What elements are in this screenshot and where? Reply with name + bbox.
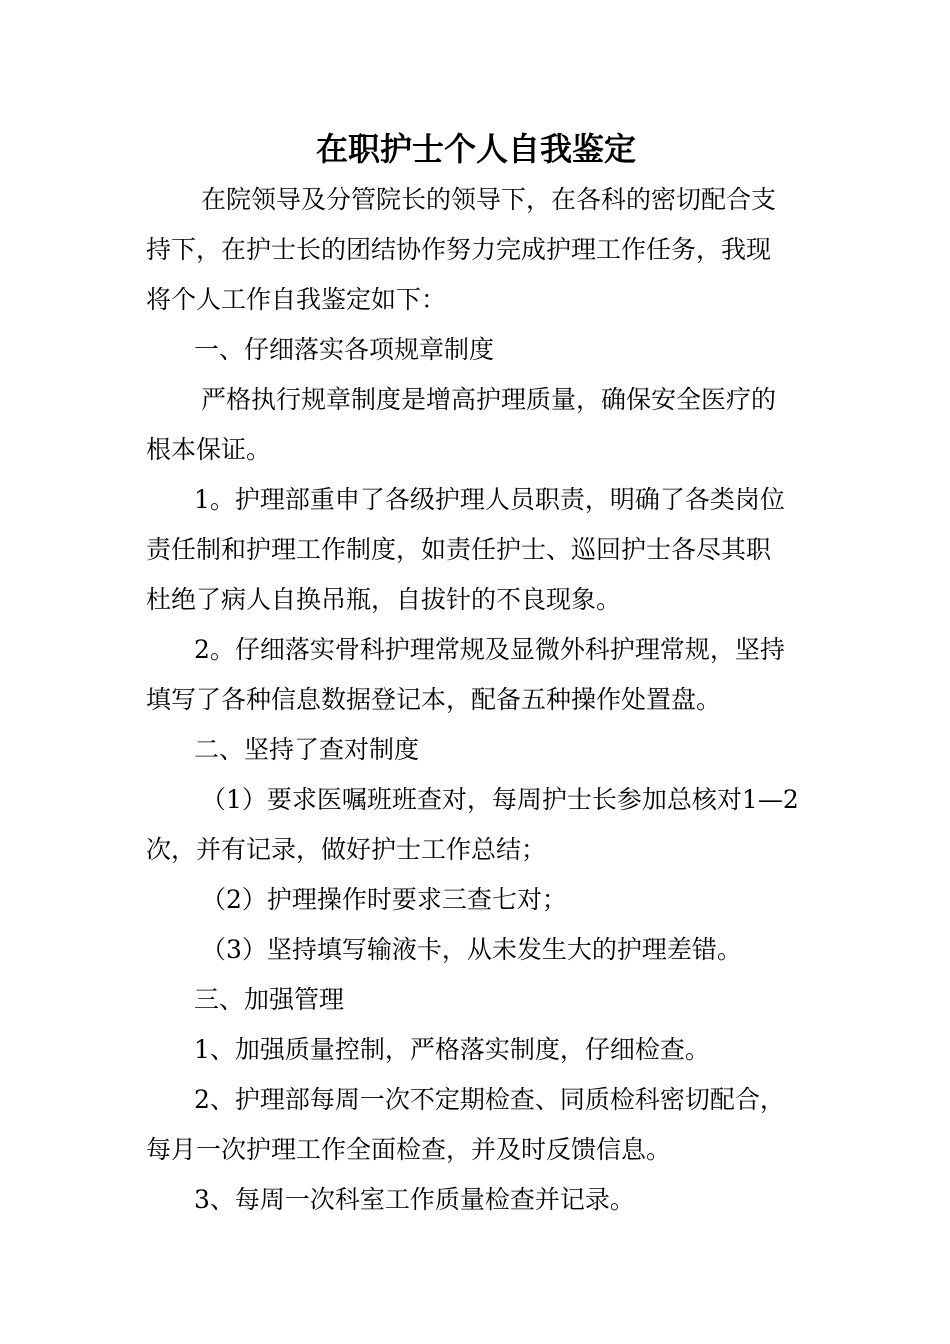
paragraph-line: 持下，在护士长的团结协作努力完成护理工作任务，我现 — [146, 235, 772, 264]
document-page — [146, 0, 806, 1344]
paragraph-line: 根本保证。 — [146, 435, 272, 464]
paragraph-line: 1。护理部重申了各级护理人员职责，明确了各类岗位 — [194, 485, 785, 514]
paragraph-line: 次，并有记录，做好护士工作总结； — [146, 835, 547, 864]
paragraph-line: 每月一次护理工作全面检查，并及时反馈信息。 — [146, 1135, 672, 1164]
paragraph-line: 杜绝了病人自换吊瓶，自拔针的不良现象。 — [146, 585, 622, 614]
paragraph-line: 责任制和护理工作制度，如责任护士、巡回护士各尽其职 — [146, 535, 772, 564]
paragraph-line: 2。仔细落实骨科护理常规及显微外科护理常规，坚持 — [194, 635, 785, 664]
paragraph-line: 填写了各种信息数据登记本，配备五种操作处置盘。 — [146, 685, 722, 714]
paragraph-line: （3）坚持填写输液卡，从未发生大的护理差错。 — [201, 935, 742, 964]
paragraph-line: 在院领导及分管院长的领导下，在各科的密切配合支 — [201, 185, 777, 214]
section-heading: 一、仔细落实各项规章制度 — [194, 335, 495, 364]
section-heading: 三、加强管理 — [194, 985, 345, 1014]
section-heading: 二、坚持了查对制度 — [194, 735, 420, 764]
paragraph-line: （2）护理操作时要求三查七对； — [201, 885, 567, 914]
paragraph-line: 将个人工作自我鉴定如下： — [146, 285, 447, 314]
paragraph-line: 2、护理部每周一次不定期检查、同质检科密切配合， — [194, 1085, 785, 1114]
paragraph-line: 严格执行规章制度是增高护理质量，确保安全医疗的 — [201, 385, 777, 414]
paragraph-line: 3、每周一次科室工作质量检查并记录。 — [194, 1185, 635, 1214]
document-title: 在职护士个人自我鉴定 — [315, 130, 636, 168]
paragraph-line: （1）要求医嘱班班查对，每周护士长参加总核对1—2 — [201, 785, 799, 814]
paragraph-line: 1、加强质量控制，严格落实制度，仔细检查。 — [194, 1035, 710, 1064]
